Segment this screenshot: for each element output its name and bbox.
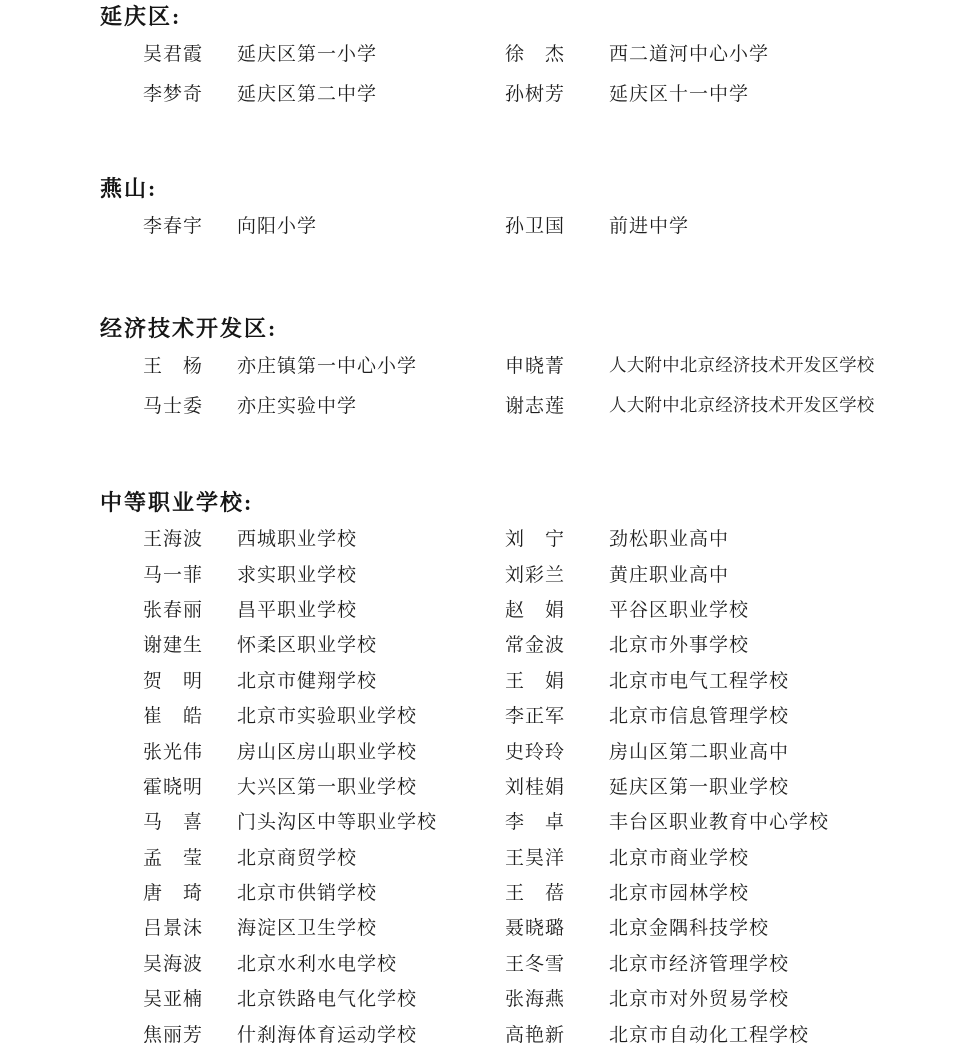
person-name-right: 王 娟	[505, 670, 566, 692]
person-name-right: 赵 娟	[505, 599, 566, 621]
school-name-right: 北京金隅科技学校	[609, 918, 770, 940]
school-name-left: 亦庄实验中学	[237, 395, 358, 417]
person-name-left: 唐 琦	[143, 883, 204, 905]
school-name-left: 亦庄镇第一中心小学	[237, 355, 418, 377]
school-name-left: 什刹海体育运动学校	[237, 1024, 418, 1046]
person-name-right: 刘 宁	[505, 529, 566, 551]
section-rows	[143, 344, 966, 424]
person-name-right: 聂晓璐	[505, 918, 566, 940]
school-name-right: 前进中学	[609, 215, 690, 237]
table-row	[143, 945, 966, 980]
person-name-right: 徐 杰	[505, 43, 566, 65]
person-name-right: 张海燕	[505, 989, 566, 1011]
section-economic-development-zone	[0, 314, 966, 424]
person-name-right: 申晓菁	[505, 355, 566, 377]
section-rows	[143, 32, 966, 112]
school-name-right: 人大附中北京经济技术开发区学校	[609, 394, 875, 415]
table-row	[143, 1015, 966, 1050]
person-name-right: 李 卓	[505, 812, 566, 834]
section-vocational-schools	[0, 488, 966, 1050]
person-name-right: 高艳新	[505, 1024, 566, 1046]
school-name-right: 北京市商业学校	[609, 847, 750, 869]
person-name-left: 吴亚楠	[143, 989, 204, 1011]
section-title: 延庆区:	[100, 4, 182, 29]
school-name-right: 北京市经济管理学校	[609, 953, 790, 975]
school-name-left: 北京市供销学校	[237, 883, 378, 905]
section-yanshan	[0, 174, 966, 244]
person-name-left: 王 杨	[143, 355, 204, 377]
school-name-left: 北京水利水电学校	[237, 953, 398, 975]
section-yanqing-district	[0, 2, 966, 112]
school-name-right: 人大附中北京经济技术开发区学校	[609, 354, 875, 375]
table-row	[143, 520, 966, 555]
person-name-left: 张光伟	[143, 741, 204, 763]
school-name-right: 北京市外事学校	[609, 635, 750, 657]
table-row	[143, 662, 966, 697]
person-name-right: 史玲玲	[505, 741, 566, 763]
school-name-left: 向阳小学	[237, 215, 318, 237]
person-name-left: 贺 明	[143, 670, 204, 692]
table-row	[143, 626, 966, 661]
school-name-right: 丰台区职业教育中心学校	[609, 812, 830, 834]
table-row	[143, 204, 966, 244]
school-name-left: 西城职业学校	[237, 529, 358, 551]
section-title: 燕山:	[100, 176, 158, 201]
person-name-right: 常金波	[505, 635, 566, 657]
table-row	[143, 555, 966, 590]
person-name-left: 吕景沫	[143, 918, 204, 940]
person-name-right: 孙树芳	[505, 83, 566, 105]
school-name-left: 北京市实验职业学校	[237, 706, 418, 728]
person-name-left: 霍晓明	[143, 776, 204, 798]
person-name-left: 李梦奇	[143, 83, 204, 105]
person-name-right: 刘彩兰	[505, 564, 566, 586]
school-name-right: 北京市园林学校	[609, 883, 750, 905]
school-name-right: 北京市自动化工程学校	[609, 1024, 810, 1046]
school-name-left: 大兴区第一职业学校	[237, 776, 418, 798]
person-name-right: 谢志莲	[505, 395, 566, 417]
table-row	[143, 909, 966, 944]
school-name-left: 北京商贸学校	[237, 847, 358, 869]
school-name-right: 房山区第二职业高中	[609, 741, 790, 763]
table-row	[143, 768, 966, 803]
school-name-right: 黄庄职业高中	[609, 564, 730, 586]
person-name-left: 吴君霞	[143, 43, 204, 65]
person-name-right: 刘桂娟	[505, 776, 566, 798]
table-row	[143, 344, 966, 384]
person-name-right: 孙卫国	[505, 215, 566, 237]
person-name-left: 王海波	[143, 529, 204, 551]
table-row	[143, 32, 966, 72]
school-name-right: 西二道河中心小学	[609, 43, 770, 65]
school-name-left: 北京铁路电气化学校	[237, 989, 418, 1011]
section-title: 中等职业学校:	[100, 490, 254, 515]
person-name-right: 李正军	[505, 706, 566, 728]
person-name-right: 王 蓓	[505, 883, 566, 905]
school-name-left: 怀柔区职业学校	[237, 635, 378, 657]
person-name-left: 孟 莹	[143, 847, 204, 869]
person-name-left: 焦丽芳	[143, 1024, 204, 1046]
school-name-left: 延庆区第二中学	[237, 83, 378, 105]
person-name-left: 谢建生	[143, 635, 204, 657]
school-name-right: 延庆区第一职业学校	[609, 776, 790, 798]
person-name-right: 王昊洋	[505, 847, 566, 869]
person-name-left: 李春宇	[143, 215, 204, 237]
table-row	[143, 803, 966, 838]
person-name-left: 马 喜	[143, 812, 204, 834]
section-title: 经济技术开发区:	[100, 316, 278, 341]
school-name-right: 北京市对外贸易学校	[609, 989, 790, 1011]
table-row	[143, 697, 966, 732]
table-row	[143, 732, 966, 767]
person-name-left: 崔 皓	[143, 706, 204, 728]
school-name-right: 北京市信息管理学校	[609, 706, 790, 728]
person-name-left: 马士委	[143, 395, 204, 417]
person-name-right: 王冬雪	[505, 953, 566, 975]
school-name-right: 北京市电气工程学校	[609, 670, 790, 692]
school-name-left: 房山区房山职业学校	[237, 741, 418, 763]
table-row	[143, 591, 966, 626]
person-name-left: 吴海波	[143, 953, 204, 975]
school-name-left: 门头沟区中等职业学校	[237, 812, 438, 834]
person-name-left: 马一菲	[143, 564, 204, 586]
person-name-left: 张春丽	[143, 599, 204, 621]
school-name-left: 延庆区第一小学	[237, 43, 378, 65]
section-rows	[143, 204, 966, 244]
school-name-right: 劲松职业高中	[609, 529, 730, 551]
school-name-left: 求实职业学校	[237, 564, 358, 586]
school-name-left: 昌平职业学校	[237, 599, 358, 621]
table-row	[143, 980, 966, 1015]
table-row	[143, 839, 966, 874]
school-name-left: 北京市健翔学校	[237, 670, 378, 692]
school-name-right: 延庆区十一中学	[609, 83, 750, 105]
table-row	[143, 384, 966, 424]
table-row	[143, 874, 966, 909]
school-name-left: 海淀区卫生学校	[237, 918, 378, 940]
table-row	[143, 72, 966, 112]
school-name-right: 平谷区职业学校	[609, 599, 750, 621]
section-rows	[143, 520, 966, 1050]
